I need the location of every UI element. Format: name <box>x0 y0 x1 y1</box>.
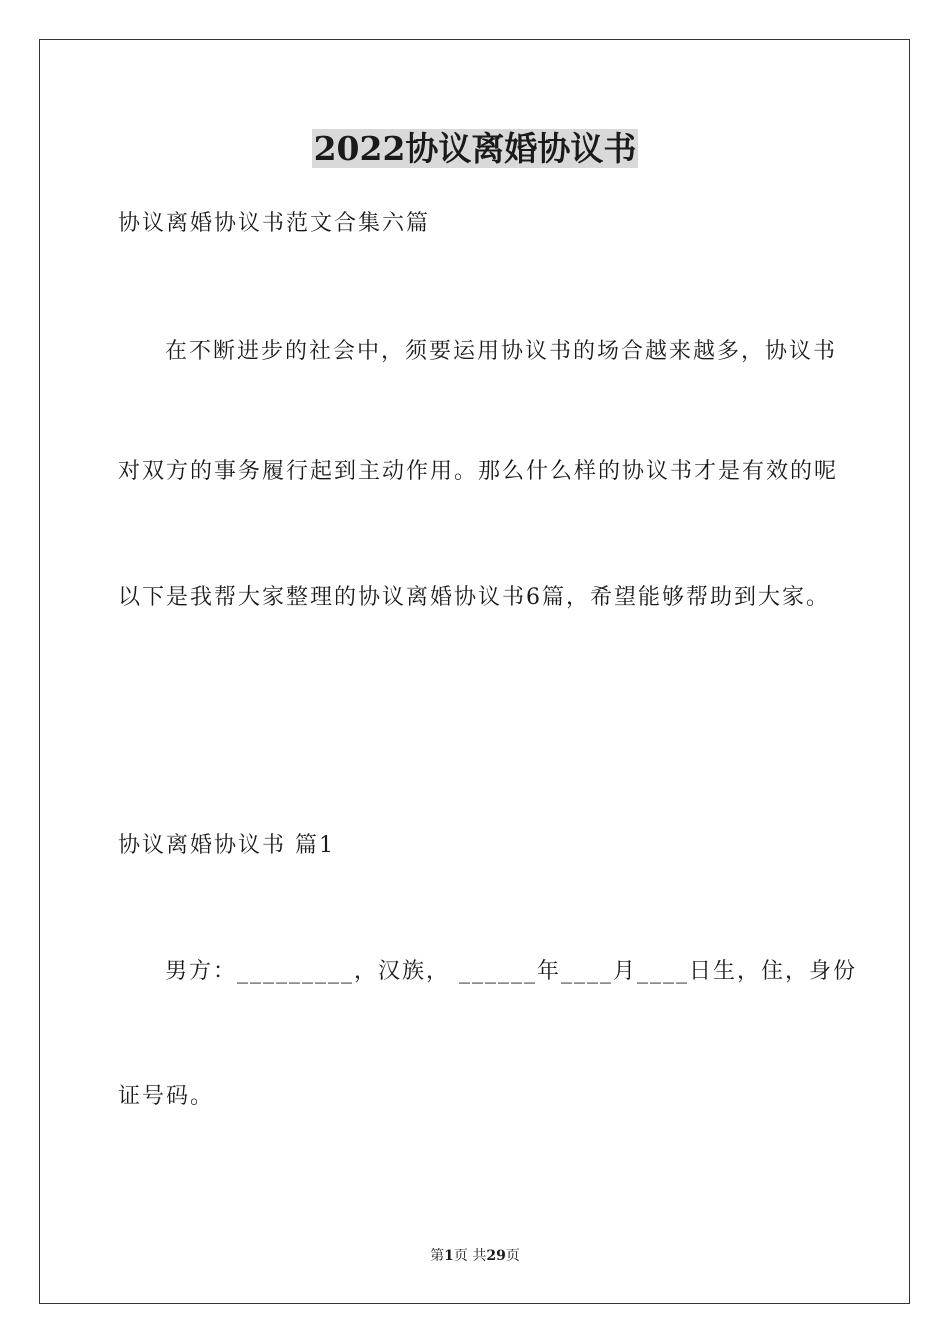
section-heading: 协议离婚协议书 篇1 <box>118 833 335 858</box>
document-title <box>0 126 950 172</box>
intro-paragraph-line-1: 在不断进步的社会中，须要运用协议书的场合越来越多，协议书 <box>165 339 838 364</box>
document-title-text: 2022协议离婚协议书 <box>313 129 637 168</box>
footer-suffix: 页 <box>505 1248 520 1264</box>
footer-total-pages: 29 <box>486 1248 506 1264</box>
page-footer <box>0 1246 950 1266</box>
male-party-line-1: 男方：_________，汉族， ______年____月____日生，住，身份 <box>165 959 857 984</box>
male-party-line-2: 证号码。 <box>118 1084 215 1109</box>
footer-page-number: 1 <box>444 1248 454 1264</box>
intro-paragraph-line-2: 对双方的事务履行起到主动作用。那么什么样的协议书才是有效的呢 <box>118 459 839 484</box>
intro-paragraph-line-3: 以下是我帮大家整理的协议离婚协议书6篇，希望能够帮助到大家。 <box>118 585 830 610</box>
footer-prefix: 第 <box>430 1248 445 1264</box>
footer-mid: 页 共 <box>453 1248 487 1264</box>
document-subtitle: 协议离婚协议书范文合集六篇 <box>118 211 431 236</box>
